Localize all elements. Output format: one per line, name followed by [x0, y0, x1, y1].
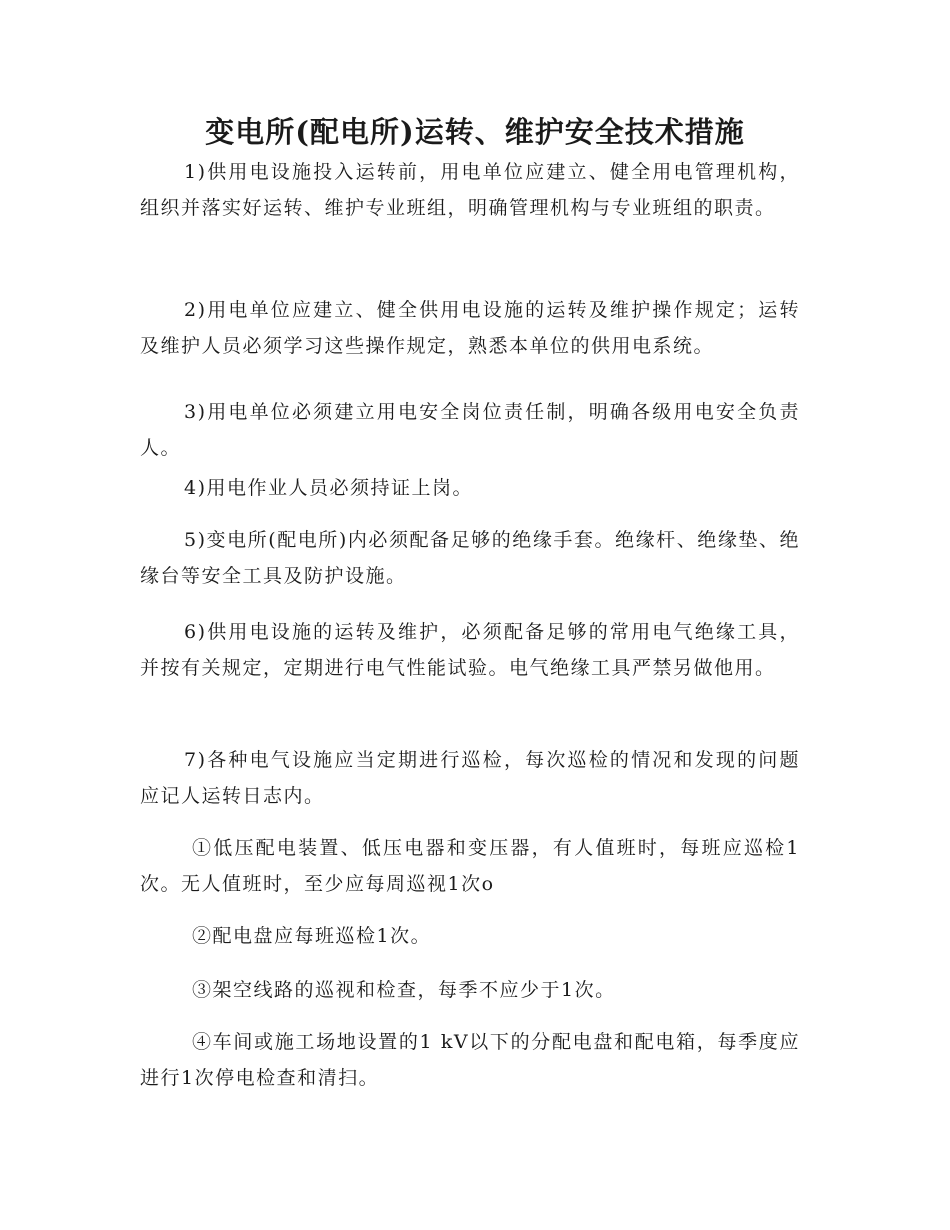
paragraph-7-item-4: ④车间或施工场地设置的1 kV以下的分配电盘和配电箱，每季度应进行1次停电检查和清扫。 — [140, 1031, 800, 1089]
paragraph-2: 2)用电单位应建立、健全供用电设施的运转及维护操作规定；运转及维护人员必须学习这些操作规定，熟悉本单位的供用电系统。 — [140, 299, 800, 357]
paragraph-6: 6)供用电设施的运转及维护，必须配备足够的常用电气绝缘工具，并按有关规定，定期进行电气性能试验。电气绝缘工具严禁另做他用。 — [140, 621, 800, 679]
document-title: 变电所(配电所)运转、维护安全技术措施 — [205, 115, 745, 149]
paragraph-7-item-2: ②配电盘应每班巡检1次。 — [192, 925, 432, 947]
paragraph-7-item-1: ①低压配电装置、低压电器和变压器，有人值班时，每班应巡检1次。无人值班时，至少应每周巡视1次o — [140, 837, 800, 895]
paragraph-7: 7)各种电气设施应当定期进行巡检，每次巡检的情况和发现的问题应记人运转日志内。 — [140, 749, 800, 807]
paragraph-4: 4)用电作业人员必须持证上岗。 — [184, 477, 474, 499]
paragraph-1: 1)供用电设施投入运转前，用电单位应建立、健全用电管理机构，组织并落实好运转、维护专业班组，明确管理机构与专业班组的职责。 — [140, 161, 800, 219]
paragraph-3: 3)用电单位必须建立用电安全岗位责任制，明确各级用电安全负责人。 — [140, 401, 800, 459]
paragraph-5: 5)变电所(配电所)内必须配备足够的绝缘手套。绝缘杆、绝缘垫、绝缘台等安全工具及防护设施。 — [140, 529, 800, 587]
paragraph-7-item-3: ③架空线路的巡视和检查，每季不应少于1次。 — [192, 979, 616, 1001]
